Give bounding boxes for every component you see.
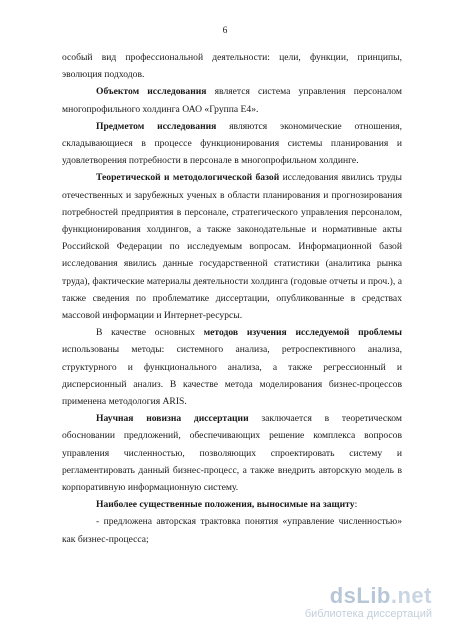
paragraph-theory-base: Теоретической и методологической базой исследования явились труды отечественных и зарубежных ученых в области планирования и прогнозирования потребностей предприятия в персонале, стратегического управления персоналом, функционирования холдингов, а также законодательные и нормативные акты Российской Федерации по исследуемым вопросам. Информационной базой исследования явились данные государственной статистики (аналитика рынка труда), фактические материалы деятельности холдинга (годовые отчеты и проч.), а также сведения по проблематике диссертации, опубликованные в средствах массовой информации и Интернет-ресурсы. [62,172,402,322]
term-subject: Предметом исследования [96,120,217,132]
term-novelty: Научная новизна диссертации [96,413,249,425]
term-object: Объектом исследования [96,86,207,98]
paragraph-methods: В качестве основных методов изучения исследуемой проблемы использованы методы: системного анализа, ретроспективного анализа, структурного и функционального анализа, а также регрессионный и дисперсионный анализ. В качестве метода моделирования бизнес-процессов применена методология ARIS. [62,327,402,408]
paragraph-defense-heading: Наиболее существенные положения, выносимые на защиту: [96,499,358,511]
dslib-watermark [305,585,432,621]
paragraph-object: Объектом исследования является система управления персоналом многопрофильного холдинга ОАО «Группа Е4». [62,86,402,115]
paragraph-subject: Предметом исследования являются экономические отношения, складывающиеся в процессе функционирования системы планирования и удовлетворения потребности в персонале в многопрофильном холдинге. [62,120,402,167]
dslib-tagline: библиотека диссертаций [304,608,432,620]
document-body [62,49,402,548]
term-defense: Наиболее существенные положения, выносимые на защиту [96,499,355,511]
dslib-logo: dsLib.net [329,583,432,608]
paragraph-intro-continuation: особый вид профессиональной деятельности: цели, функции, принципы, эволюция подходов. [62,52,402,81]
page-number: 6 [222,26,228,36]
term-methods: методов изучения исследуемой проблемы [203,327,402,339]
paragraph-defense-item-1: - предложена авторская трактовка понятия «управление численностью» как бизнес-процесса; [62,516,402,545]
paragraph-novelty: Научная новизна диссертации заключается в теоретическом обосновании предложений, обеспечивающих решение комплекса вопросов управления численностью, позволяющих спроектировать систему и регламентировать данный бизнес-процесс, а также внедрить авторскую модель в корпоративную информационную систему. [62,413,402,494]
term-theory-base: Теоретической и методологической базой [96,172,280,184]
